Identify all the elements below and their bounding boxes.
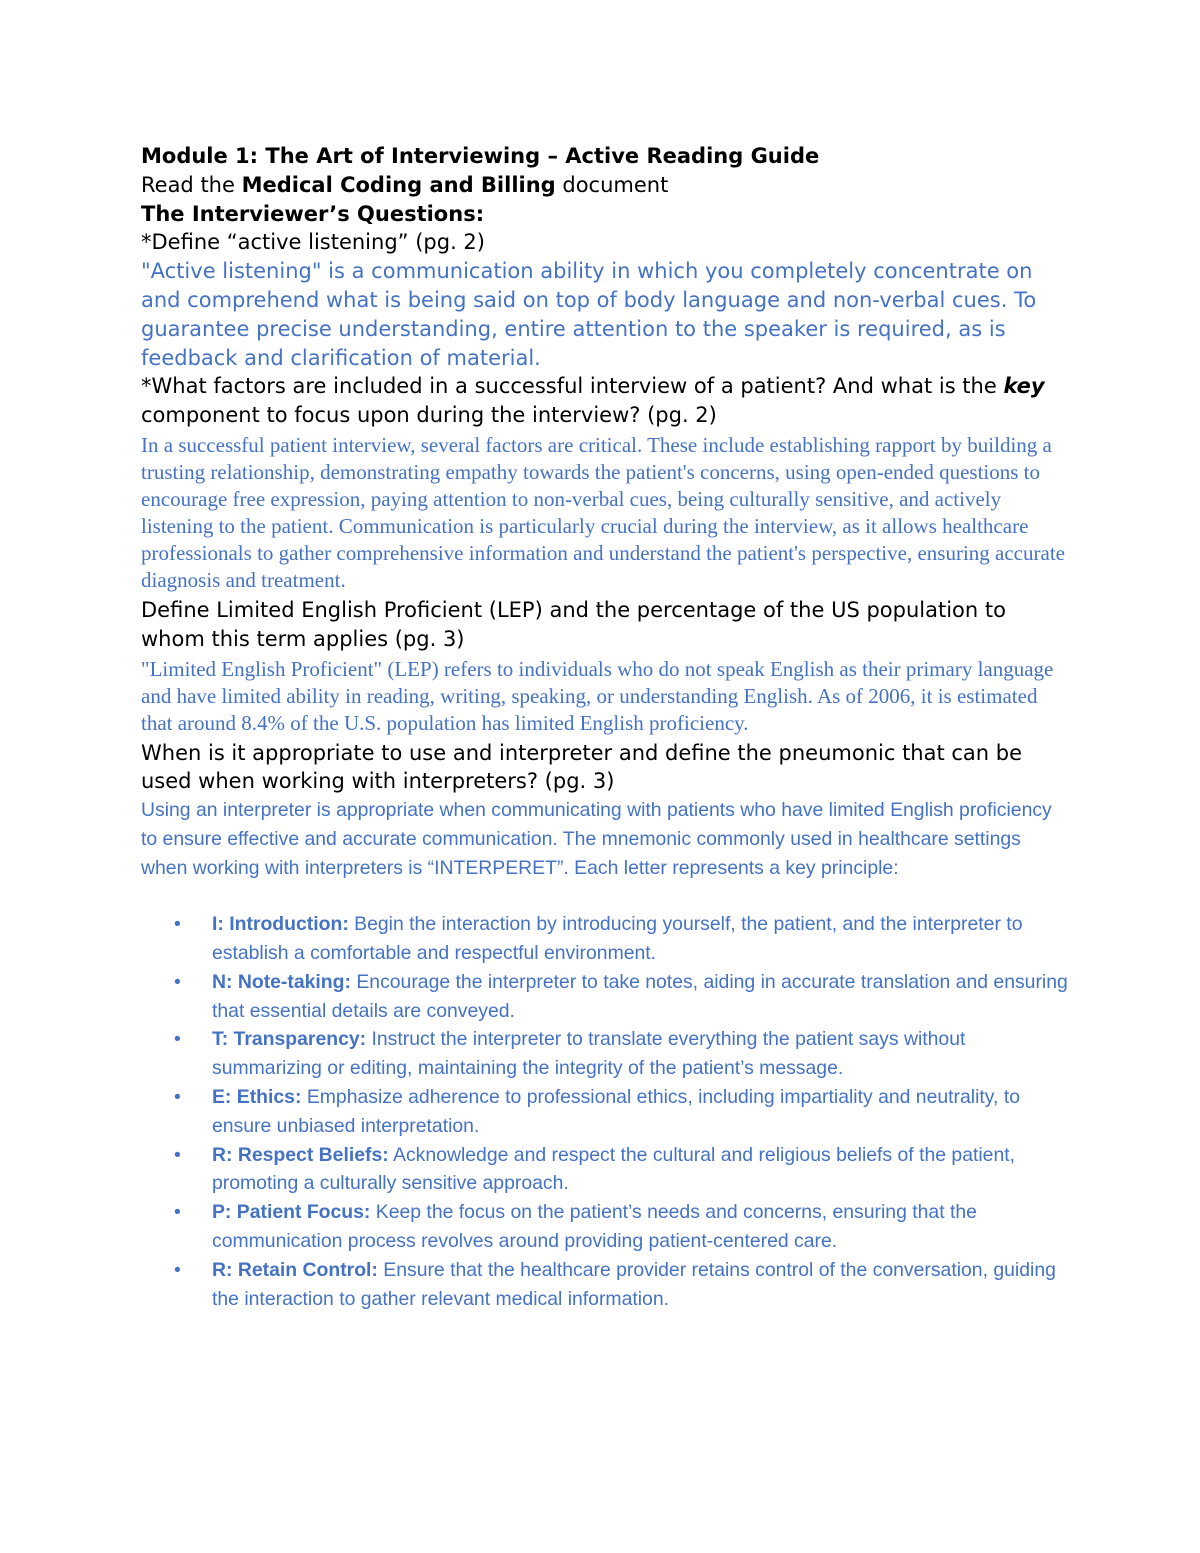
bullet-icon: •: [174, 1201, 181, 1224]
question-1: *Define “active listening” (pg. 2): [141, 230, 485, 255]
question-2-part2: component to focus upon during the interview? (pg. 2): [141, 403, 717, 428]
intro-suffix: document: [555, 172, 669, 197]
answer-2: In a successful patient interview, several factors are critical. These include establishing rapport by building a trusting relationship, demonstrating empathy towards the patient's concerns, using open-ended questions to encourage free expression, paying attention to non-verbal cues, being culturally sensitive, and actively listening to the patient. Communication is particularly crucial during the interview, as it allows healthcare professionals to gather comprehensive information and understand the patient's perspective, ensuring accurate diagnosis and treatment.: [141, 432, 1065, 592]
intro-prefix: Read the: [141, 172, 242, 197]
answer-1: "Active listening" is a communication ability in which you completely concentrate on and comprehend what is being said on top of body language and non-verbal cues. To guarantee precise understanding, entire attention to the speaker is required, as is feedback and clarification of material.: [141, 259, 1037, 370]
mnemonic-list: [141, 910, 1071, 1313]
bullet-icon: •: [174, 1258, 181, 1281]
bullet-icon: •: [174, 970, 181, 993]
list-item: [141, 1256, 1071, 1314]
list-item: [141, 1141, 1071, 1199]
list-item-term: N: Note-taking:: [212, 970, 351, 993]
intro-line: [141, 171, 1071, 200]
question-2: [141, 372, 1071, 430]
list-item-term: E: Ethics:: [212, 1085, 302, 1108]
bullet-icon: •: [174, 1085, 181, 1108]
list-item-text: Begin the interaction by introducing yourself, the patient, and the interpreter to establish a comfortable and respectful environment.: [212, 913, 1023, 964]
document-body: [141, 142, 1071, 1313]
intro-doc-name: Medical Coding and Billing: [241, 172, 556, 197]
list-item: [141, 1025, 1071, 1083]
bullet-icon: •: [174, 1028, 181, 1051]
answer-3: "Limited English Proficient" (LEP) refers to individuals who do not speak English as their primary language and have limited ability in reading, writing, speaking, or understanding English. As of 2006, it is estimated that around 8.4% of the U.S. population has limited English proficiency.: [141, 656, 1054, 735]
list-item-text: Keep the focus on the patient’s needs and concerns, ensuring that the communication process revolves around providing patient-centered care.: [212, 1201, 977, 1252]
question-2-emphasis: key: [1003, 374, 1045, 399]
section-heading: The Interviewer’s Questions:: [141, 201, 485, 226]
list-item-text: Encourage the interpreter to take notes, aiding in accurate translation and ensuring that essential details are conveyed.: [212, 970, 1068, 1022]
question-4: When is it appropriate to use and interpreter and define the pneumonic that can be used when working with interpreters? (pg. 3): [141, 740, 1023, 794]
list-item-text: Ensure that the healthcare provider retains control of the conversation, guiding the interaction to gather relevant medical information.: [212, 1258, 1056, 1310]
list-item: [141, 1198, 1071, 1256]
question-2-part1: *What factors are included in a successful interview of a patient? And what is the: [141, 374, 1004, 399]
list-item: [141, 910, 1071, 968]
answer-4: Using an interpreter is appropriate when communicating with patients who have limited English proficiency to ensure effective and accurate communication. The mnemonic commonly used in healthcare settings when working with interpreters is “INTERPERET”. Each letter represents a key principle:: [141, 799, 1052, 880]
list-item-text: Acknowledge and respect the cultural and religious beliefs of the patient, promoting a culturally sensitive approach.: [212, 1143, 1016, 1195]
list-item-term: T: Transparency:: [212, 1028, 367, 1051]
bullet-icon: •: [174, 913, 181, 936]
list-item-term: I: Introduction:: [212, 913, 349, 936]
list-item-term: P: Patient Focus:: [212, 1201, 371, 1224]
list-item: [141, 968, 1071, 1026]
document-title: Module 1: The Art of Interviewing – Active Reading Guide: [141, 144, 820, 168]
list-item: [141, 1083, 1071, 1141]
bullet-icon: •: [174, 1143, 181, 1166]
list-item-text: Emphasize adherence to professional ethics, including impartiality and neutrality, to ensure unbiased interpretation.: [212, 1085, 1020, 1137]
list-item-term: R: Respect Beliefs:: [212, 1143, 389, 1166]
list-item-text: Instruct the interpreter to translate everything the patient says without summarizing or editing, maintaining the integrity of the patient’s message.: [212, 1028, 966, 1080]
question-3: Define Limited English Proficient (LEP) and the percentage of the US population to whom this term applies (pg. 3): [141, 597, 1006, 651]
list-item-term: R: Retain Control:: [212, 1258, 378, 1281]
